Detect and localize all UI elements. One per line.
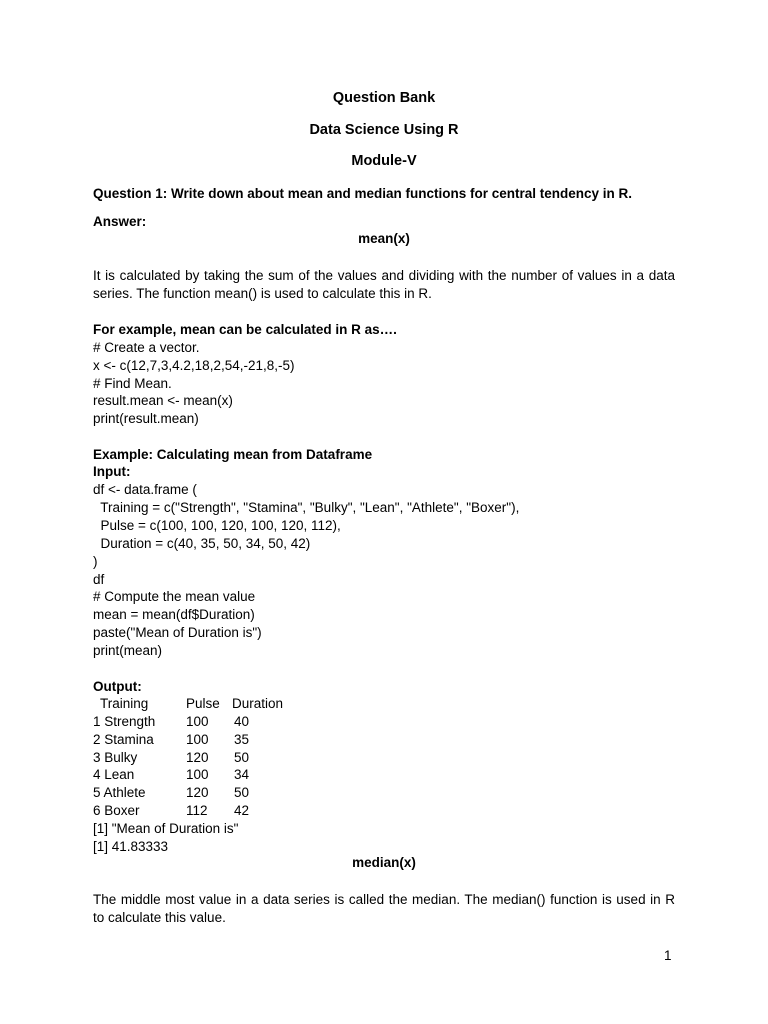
table-cell: 1 Strength [93,714,156,729]
doc-module: Module-V [351,153,417,169]
code1-line: x <- c(12,7,3,4.2,18,2,54,-21,8,-5) [93,358,295,373]
median-heading: median(x) [352,855,416,870]
table-cell: 112 [186,803,208,818]
code2-line: ) [93,554,98,569]
table-cell: 5 Athlete [93,785,146,800]
table-header-duration: Duration [232,696,284,711]
doc-subject: Data Science Using R [309,122,459,138]
code2-line: Training = c("Strength", "Stamina", "Bulky", "Lean", "Athlete", "Boxer"), [93,500,520,515]
table-cell: 42 [234,803,250,818]
table-cell: 100 [186,767,209,782]
output-line: [1] 41.83333 [93,839,169,854]
doc-title: Question Bank [332,90,436,106]
table-cell: 100 [186,732,209,747]
question-1: Question 1: Write down about mean and median functions for central tendency in R. [93,186,633,201]
table-cell: 40 [234,714,250,729]
code2-line: Pulse = c(100, 100, 120, 100, 120, 112), [93,518,341,533]
page-number: 1 [664,948,672,963]
table-header-training: Training [100,696,149,711]
table-cell: 35 [234,732,250,747]
mean-paragraph: It is calculated by taking the sum of the values and dividing with the number of values in a data series. The function mean() is used to calculate this in R. [93,268,675,301]
table-cell: 120 [186,785,209,800]
input-label: Input: [93,464,131,479]
table-cell: 100 [186,714,209,729]
table-cell: 50 [234,750,250,765]
code2-line: df [93,572,105,587]
output-label: Output: [93,679,142,694]
table-header-pulse: Pulse [186,696,220,711]
code2-line: Duration = c(40, 35, 50, 34, 50, 42) [93,536,311,551]
example1-title: For example, mean can be calculated in R as…. [93,322,397,337]
answer-label: Answer: [93,214,147,229]
code1-line: # Create a vector. [93,340,200,355]
output-line: [1] "Mean of Duration is" [93,821,239,836]
example2-title: Example: Calculating mean from Dataframe [93,447,373,462]
code2-line: print(mean) [93,643,163,658]
code2-line: mean = mean(df$Duration) [93,607,255,622]
table-cell: 50 [234,785,250,800]
code1-line: # Find Mean. [93,376,172,391]
code2-line: paste("Mean of Duration is") [93,625,262,640]
table-cell: 6 Boxer [93,803,140,818]
code1-line: print(result.mean) [93,411,199,426]
table-cell: 34 [234,767,250,782]
code2-line: # Compute the mean value [93,589,256,604]
code2-line: df <- data.frame ( [93,482,197,497]
median-paragraph: The middle most value in a data series is called the median. The median() function is used in R to calculate this value. [93,892,675,925]
table-cell: 3 Bulky [93,750,138,765]
table-cell: 4 Lean [93,767,135,782]
table-cell: 120 [186,750,209,765]
code1-line: result.mean <- mean(x) [93,393,233,408]
mean-heading: mean(x) [358,231,410,246]
table-cell: 2 Stamina [93,732,154,747]
